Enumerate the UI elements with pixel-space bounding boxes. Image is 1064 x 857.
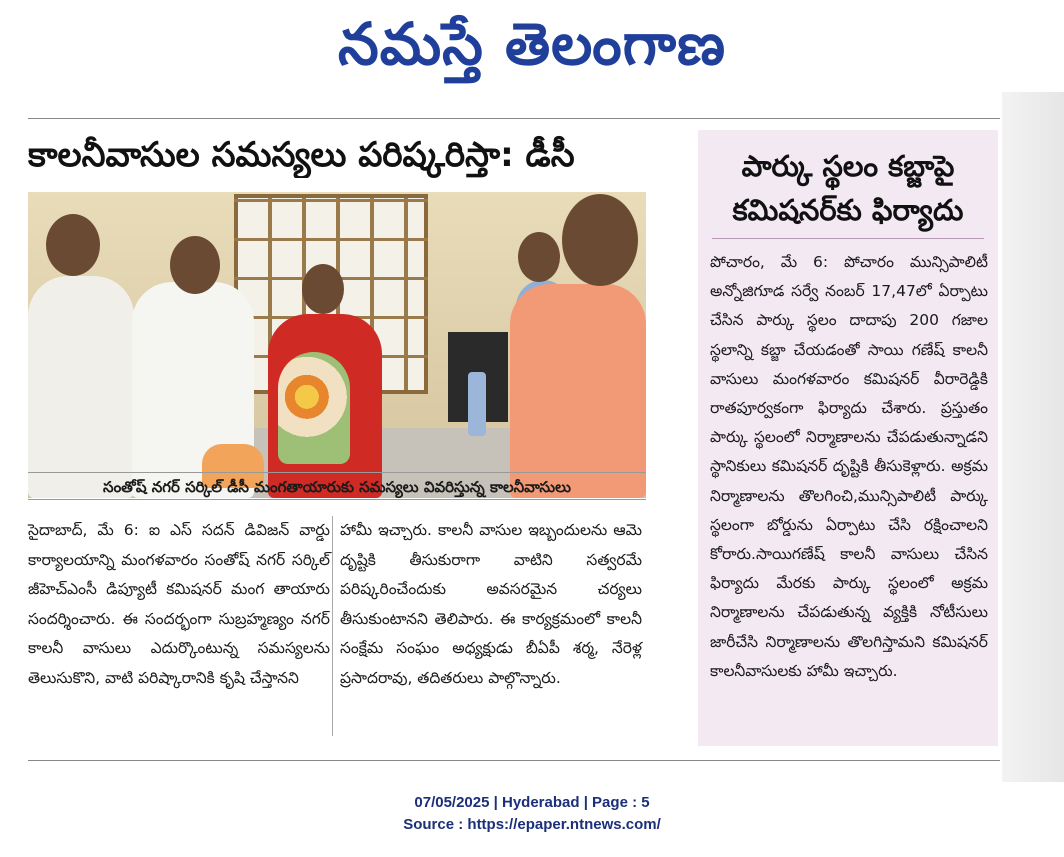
top-rule (28, 118, 1000, 119)
article-headline: కాలనీవాసుల సమస్యలు పరిష్కరిస్తా: డీసీ (28, 135, 575, 175)
column-divider (332, 516, 333, 736)
article-column-2: హామీ ఇచ్చారు. కాలనీ వాసుల ఇబ్బందులను ఆమె దృష్టికి తీసుకురాగా వాటిని సత్వరమే పరిష్కరించేందుకు అవసరమైన చర్యలు తీసుకుంటానని తెలిపారు. ఈ కార్యక్రమంలో కాలనీ సంక్షేమ సంఘం అధ్యక్షుడు బీఏపీ శర్మ, నేరెళ్ల ప్రసాదరావు, తదితరులు పాల్గొన్నారు. (340, 521, 642, 687)
photo-head-4 (518, 232, 560, 282)
photo-bottle (468, 372, 486, 436)
photo-head-5 (562, 194, 638, 286)
photo-bouquet (278, 352, 350, 464)
side-article-body: పోచారం, మే 6: పోచారం మున్సిపాలిటీ అన్నోజిగూడ సర్వే నంబర్ 17,47లో ఏర్పాటు చేసిన పార్కు స్థలం దాదాపు 200 గజాల స్థలాన్ని కబ్జా చేయడంతో సాయి గణేష్ కాలనీ వాసులు మంగళవారం కమిషనర్ వీరారెడ్డికి రాతపూర్వకంగా ఫిర్యాదు చేశారు. ప్రస్తుతం పార్కు స్థలంలో నిర్మాణాలను చేపడుతున్నాడని స్థానికులు కమిషనర్ దృష్టికి తీసుకెళ్లారు. అక్రమ నిర్మాణాలను తొలగించి,మున్సిపాలిటీ పార్కు స్థలంగా బోర్డును ఏర్పాటు చేసి రక్షించాలని కోరారు.సాయిగణేష్ కాలనీ వాసులు చేసిన ఫిర్యాదు మేరకు పార్కు స్థలంలో అక్రమ నిర్మాణాలను చేపడుతున్న వ్యక్తికి నోటీసులు జారీచేసి నిర్మాణాలను తొలగిస్తామని కమిషనర్ కాలనీవాసులకు హామీ ఇచ్చారు. (710, 253, 988, 680)
side-headline-line-1: పార్కు స్థలం కబ్జాపై (741, 149, 955, 183)
photo-head-1 (46, 214, 100, 276)
masthead-title: నమస్తే తెలంగాణ (338, 10, 726, 78)
side-article (698, 130, 998, 746)
side-article-rule (712, 238, 984, 239)
photo-head-3 (302, 264, 344, 314)
newspaper-masthead (0, 0, 1064, 90)
bottom-rule (28, 760, 1000, 761)
photo-person-1 (28, 276, 134, 498)
photo-person-5 (510, 284, 646, 498)
footer-source-link[interactable]: Source : https://epaper.ntnews.com/ (403, 816, 661, 833)
news-clipping (0, 92, 1064, 782)
article-photo (28, 192, 646, 498)
page-footer (0, 792, 1064, 836)
footer-date-line: 07/05/2025 | Hyderabad | Page : 5 (414, 794, 650, 811)
page-edge-shadow (1002, 92, 1064, 782)
photo-caption: సంతోష్ నగర్ సర్కిల్ డీసీ మంగతాయారుకు సమస్యలు వివరిస్తున్న కాలనీవాసులు (28, 472, 646, 500)
side-headline-line-2: కమిషనర్‌కు ఫిర్యాదు (732, 193, 964, 227)
article-column-1: సైదాబాద్, మే 6: ఐ ఎస్ సదన్ డివిజన్ వార్డు కార్యాలయాన్ని మంగళవారం సంతోష్ నగర్ సర్కిల్ జీహెచ్ఎంసీ డిప్యూటీ కమిషనర్ మంగ తాయారు సందర్శించారు. ఈ సందర్భంగా సుబ్రహ్మణ్యం నగర్ కాలనీ వాసులు ఎదుర్కొంటున్న సమస్యలను తెలుసుకొని, వాటి పరిష్కారానికి కృషి చేస్తానని (28, 521, 330, 687)
side-article-headline (708, 144, 988, 232)
photo-head-2 (170, 236, 220, 294)
